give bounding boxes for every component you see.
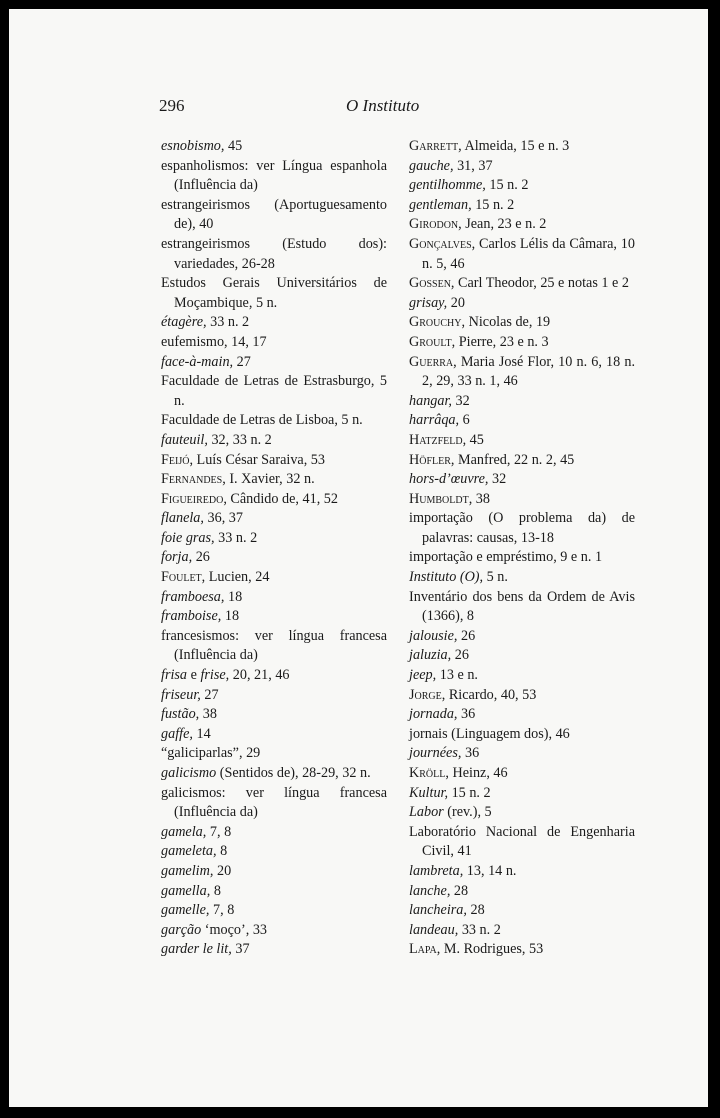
index-term: gentleman, [409, 196, 472, 213]
index-text: Carlos Lélis da Câmara, 10 n. 5, 46 [422, 235, 635, 272]
index-entry [409, 588, 635, 627]
index-entry [409, 431, 635, 451]
index-term: grisay, [409, 294, 448, 311]
index-entry [409, 235, 635, 274]
index-term: friseur, [161, 686, 201, 703]
index-term: journées, [409, 745, 462, 762]
index-text: Heinz, 46 [448, 765, 508, 781]
index-entry [409, 196, 635, 216]
index-term: gameleta, [161, 843, 217, 860]
index-entry [409, 568, 635, 588]
index-entry [409, 803, 635, 823]
index-text: 45 [224, 138, 243, 154]
index-entry [409, 392, 635, 412]
index-entry [161, 666, 387, 686]
index-author: Humboldt, [409, 490, 473, 507]
index-entry [161, 842, 387, 862]
index-entry [409, 411, 635, 431]
index-entry [409, 940, 635, 960]
index-entry [409, 646, 635, 666]
index-term: Instituto (O), [409, 569, 484, 586]
index-entry [161, 372, 387, 411]
index-term: esnobismo, [161, 138, 225, 154]
index-entry [161, 137, 387, 157]
index-entry [409, 725, 635, 745]
index-term: lancheira, [409, 902, 467, 919]
index-author: Kröll, [409, 765, 449, 781]
index-entry [161, 940, 387, 960]
index-text: 18 [221, 608, 240, 625]
index-term: flanela, [161, 510, 204, 527]
index-text: 6 [459, 412, 470, 429]
index-entry [409, 157, 635, 177]
index-text: 37 [231, 941, 250, 958]
index-entry [409, 823, 635, 862]
index-entry [409, 862, 635, 882]
index-term: jalousie, [409, 627, 458, 644]
index-text: 27 [233, 353, 251, 370]
index-entry [409, 294, 635, 314]
index-author: Gonçalves, [409, 235, 476, 252]
index-entry [161, 157, 387, 196]
index-author: Feijó, [161, 451, 193, 468]
index-text: jornais (Linguagem dos), 46 [409, 725, 570, 742]
index-text: importação e empréstimo, 9 e n. 1 [409, 549, 603, 566]
index-entry [161, 588, 387, 608]
index-author: Foulet, [161, 569, 206, 586]
index-text: M. Rodrigues, 53 [440, 941, 544, 958]
index-term: garder le lit, [161, 941, 232, 958]
index-text: 18 [224, 588, 243, 605]
index-term: jornada, [409, 706, 458, 723]
index-term: framboise, [161, 608, 222, 625]
index-entry [409, 313, 635, 333]
index-entry [161, 509, 387, 529]
index-text: 32 [451, 392, 470, 409]
index-text: 33 n. 2 [458, 921, 501, 938]
index-entry [409, 509, 635, 548]
page-number: 296 [159, 96, 185, 115]
index-entry [161, 607, 387, 627]
index-text: 26 [457, 627, 476, 644]
index-entry [409, 490, 635, 510]
index-term: Kultur, [409, 784, 449, 801]
index-text: Ricardo, 40, 53 [445, 686, 537, 703]
index-text: 26 [451, 647, 469, 664]
index-entry [161, 901, 387, 921]
index-text: francesismos: ver língua francesa (Influência da) [161, 627, 387, 664]
index-text: 45 [466, 431, 484, 448]
index-author: Garrett, [409, 138, 462, 154]
index-entry [161, 548, 387, 568]
index-entry [409, 215, 635, 235]
index-term: jeep, [409, 667, 437, 684]
index-entry [161, 490, 387, 510]
index-term: hors-d’œuvre, [409, 471, 489, 488]
index-term: gauche, [409, 157, 454, 174]
index-term: framboesa, [161, 588, 225, 605]
index-entry [161, 470, 387, 490]
index-entry [409, 353, 635, 392]
index-author: Hatzfeld, [409, 431, 467, 448]
index-author: Figueiredo, [161, 490, 227, 507]
index-text: 38 [472, 490, 490, 507]
index-entry [161, 411, 387, 431]
index-entry [161, 313, 387, 333]
index-term: landeau, [409, 921, 459, 938]
index-entry [161, 784, 387, 823]
index-text: 33 n. 2 [206, 314, 250, 331]
index-text: e [187, 667, 201, 684]
index-text: galicismos: ver língua francesa (Influência da) [161, 784, 387, 821]
index-term: forja, [161, 549, 193, 566]
index-text: “galiciparlas”, 29 [161, 745, 261, 762]
index-term: gaffe, [161, 725, 193, 742]
index-entry [161, 921, 387, 941]
index-text: 20, 21, 46 [229, 667, 290, 684]
index-entry [409, 921, 635, 941]
index-text: 14 [192, 725, 211, 742]
index-text: ‘moço’, 33 [201, 921, 268, 938]
index-term: lanche, [409, 882, 451, 899]
index-term: face-à-main, [161, 353, 234, 370]
index-text: (Sentidos de), 28-29, 32 n. [216, 765, 371, 781]
index-text: 15 n. 2 [485, 177, 529, 194]
index-entry [409, 176, 635, 196]
index-text: I. Xavier, 32 n. [225, 471, 315, 488]
index-term: étagère, [161, 314, 207, 331]
index-text: estrangeirismos (Estudo dos): variedades, 26-28 [161, 235, 387, 272]
index-entry [409, 548, 635, 568]
index-text: 13 e n. [436, 667, 478, 684]
index-entry [161, 568, 387, 588]
index-text: 36, 37 [203, 510, 243, 527]
index-text: Nicolas de, 19 [465, 314, 551, 331]
index-text: 15 n. 2 [471, 196, 515, 213]
index-text: importação (O problema da) de palavras: causas, 13-18 [409, 510, 635, 546]
index-entry [409, 274, 635, 294]
index-term: hangar, [409, 392, 452, 409]
index-entry [161, 823, 387, 843]
index-term: Labor [409, 804, 444, 821]
index-text: 28 [466, 902, 485, 919]
index-text: Laboratório Nacional de Engenharia Civil, 41 [409, 823, 635, 860]
index-entry [161, 431, 387, 451]
index-author: Fernandes, [161, 471, 226, 488]
index-term: galicismo [161, 765, 217, 781]
index-entry [161, 686, 387, 706]
index-entry [161, 705, 387, 725]
index-entry [409, 686, 635, 706]
index-entry [409, 705, 635, 725]
index-text: Carl Theodor, 25 e notas 1 e 2 [454, 275, 629, 292]
index-entry [161, 274, 387, 313]
index-term: gamella, [161, 882, 211, 899]
index-text: Estudos Gerais Universitários de Moçambique, 5 n. [161, 275, 387, 311]
index-text: 33 n. 2 [214, 529, 258, 546]
index-text: 13, 14 n. [463, 862, 517, 879]
index-entry [409, 901, 635, 921]
index-column-left [161, 137, 387, 960]
index-text: Maria José Flor, 10 n. 6, 18 n. 2, 29, 33 n. 1, 46 [422, 353, 635, 390]
index-term: fustão, [161, 706, 200, 723]
index-text: Pierre, 23 e n. 3 [455, 333, 549, 350]
index-text: Cândido de, 41, 52 [226, 490, 338, 507]
index-term: frise, [200, 667, 230, 684]
index-entry [161, 451, 387, 471]
index-term: lambreta, [409, 862, 464, 879]
index-text: (rev.), 5 [443, 804, 492, 821]
index-text: 15 n. 2 [448, 784, 491, 801]
index-text: 36 [461, 745, 480, 762]
index-text: 32, 33 n. 2 [207, 431, 272, 448]
index-author: Grouchy, [409, 314, 466, 331]
index-text: 32 [488, 471, 507, 488]
index-entry [161, 529, 387, 549]
index-term: gentilhomme, [409, 177, 486, 194]
index-text: 26 [192, 549, 210, 566]
index-text: 28 [450, 882, 469, 899]
index-entry [161, 196, 387, 235]
index-entry [161, 744, 387, 764]
index-author: Lapa, [409, 941, 441, 958]
index-text: 27 [200, 686, 219, 703]
index-column-right [409, 137, 635, 960]
index-entry [161, 725, 387, 745]
index-entry [409, 627, 635, 647]
index-term: frisa [161, 667, 188, 684]
index-term: gamelle, [161, 902, 210, 919]
index-entry [161, 764, 387, 784]
index-text: 20 [447, 294, 465, 311]
index-author: Groult, [409, 333, 456, 350]
index-text: Faculdade de Letras de Lisboa, 5 n. [161, 412, 363, 429]
index-text: 7, 8 [206, 823, 232, 840]
index-text: Faculdade de Letras de Estrasburgo, 5 n. [161, 373, 387, 409]
index-text: eufemismo, 14, 17 [161, 333, 267, 350]
index-entry [161, 333, 387, 353]
index-entry [409, 666, 635, 686]
index-text: Almeida, 15 e n. 3 [461, 138, 570, 154]
index-author: Guerra, [409, 353, 457, 370]
index-text: Jean, 23 e n. 2 [461, 216, 547, 233]
index-author: Girodon, [409, 216, 462, 233]
index-author: Höfler, [409, 451, 455, 468]
index-entry [161, 862, 387, 882]
index-entry [409, 882, 635, 902]
index-entry [409, 451, 635, 471]
index-text: 8 [216, 843, 228, 860]
index-text: Inventário dos bens da Ordem de Avis (1366), 8 [409, 588, 635, 625]
index-text: 5 n. [483, 569, 508, 586]
index-text: estrangeirismos (Aportuguesamento de), 40 [161, 196, 387, 233]
index-text: Manfred, 22 n. 2, 45 [454, 451, 575, 468]
index-text: 7, 8 [209, 902, 235, 919]
index-text: 31, 37 [453, 157, 493, 174]
index-entry [161, 235, 387, 274]
index-term: fauteuil, [161, 431, 208, 448]
index-entry [409, 744, 635, 764]
index-text: Lucien, 24 [205, 569, 270, 586]
index-entry [161, 882, 387, 902]
index-text: 8 [210, 882, 221, 899]
index-text: Luís César Saraiva, 53 [193, 451, 325, 468]
index-term: jaluzia, [409, 647, 452, 664]
index-entry [409, 137, 635, 157]
index-term: gamelim, [161, 862, 214, 879]
index-entry [409, 470, 635, 490]
index-text: 38 [199, 706, 217, 723]
index-text: 36 [457, 706, 476, 723]
index-term: foie gras, [161, 529, 215, 546]
index-term: gamela, [161, 823, 207, 840]
index-author: Gossen, [409, 275, 455, 292]
index-entry [161, 627, 387, 666]
index-author: Jorge, [409, 686, 446, 703]
running-head: O Instituto [346, 96, 420, 115]
index-entry [409, 333, 635, 353]
index-text: 20 [213, 862, 232, 879]
index-entry [409, 764, 635, 784]
index-term: harrâqa, [409, 412, 460, 429]
index-text: espanholismos: ver Língua espanhola (Influência da) [161, 157, 387, 194]
index-entry [161, 353, 387, 373]
index-term: garção [161, 921, 202, 938]
index-entry [409, 784, 635, 804]
